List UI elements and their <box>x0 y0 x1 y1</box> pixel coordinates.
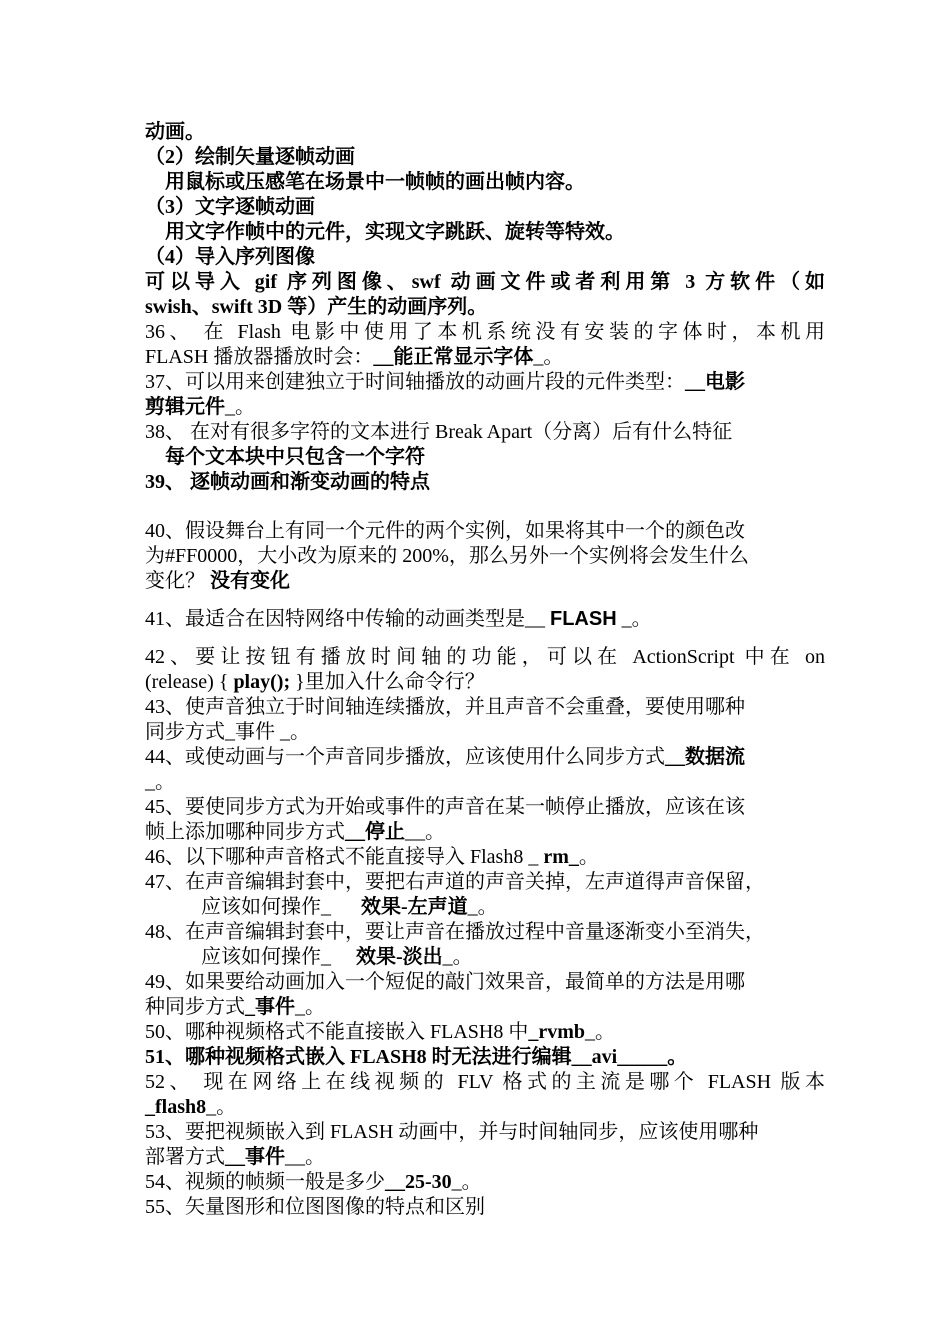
text-line: 为#FF0000，大小改为原来的 200%，那么另外一个实例将会发生什么 <box>145 545 749 567</box>
text-span: 应该如何操作_ <box>201 896 361 918</box>
question-50 <box>145 1020 825 1045</box>
text-span: 应该如何操作_ <box>201 946 356 968</box>
text-span: 50、哪种视频格式不能直接嵌入 FLASH8 中 <box>145 1021 529 1043</box>
question-43: 43、使声音独立于时间轴连续播放，并且声音不会重叠，要使用哪种 <box>145 696 745 718</box>
text-span: _。 <box>295 996 325 1018</box>
text-line: 用文字作帧中的元件，实现文字跳跃、旋转等特效。 <box>165 221 625 243</box>
text-span: 种同步方式 <box>145 996 245 1018</box>
question-48: 48、在声音编辑封套中，要让声音在播放过程中音量逐渐变小至消失， <box>145 921 765 943</box>
question-42-line2 <box>145 670 825 695</box>
text-line: swish、swift 3D 等）产生的动画序列。 <box>145 296 488 318</box>
text-span: _。 <box>616 608 652 630</box>
text-line: 同步方式_事件 _。 <box>145 721 310 743</box>
text-line: _。 <box>145 771 175 793</box>
question-55: 55、矢量图形和位图图像的特点和区别 <box>145 1196 485 1218</box>
text-span: _。 <box>585 1021 616 1043</box>
question-47: 47、在声音编辑封套中，要把右声道的声音关掉，左声道得声音保留， <box>145 871 765 893</box>
question-37 <box>145 370 825 395</box>
question-46 <box>145 845 825 870</box>
answer-text: __数据流 <box>665 746 745 768</box>
question-38-answer: 每个文本块中只包含一个字符 <box>165 446 425 468</box>
text-span: }里加入什么命令行？ <box>290 671 485 693</box>
question-49-line2 <box>145 995 825 1020</box>
question-39: 39、 逐帧动画和渐变动画的特点 <box>145 471 430 493</box>
question-53: 53、要把视频嵌入到 FLASH 动画中，并与时间轴同步，应该使用哪种 <box>145 1121 759 1143</box>
text-span: _。 <box>467 896 498 918</box>
heading-3: （3）文字逐帧动画 <box>145 196 315 218</box>
text-span: 41、最适合在因特网络中传输的动画类型是__ <box>145 608 550 630</box>
question-44 <box>145 745 825 770</box>
question-54 <box>145 1170 825 1195</box>
blank-line <box>145 495 825 519</box>
answer-text: 效果-淡出 <box>356 946 443 968</box>
spacer <box>145 632 825 645</box>
text-span: 37、可以用来创建独立于时间轴播放的动画片段的元件类型： <box>145 371 685 393</box>
text-span: 。 <box>578 846 599 868</box>
text-span: FLASH 播放器播放时会： <box>145 346 374 368</box>
question-36: 36、 在 Flash 电影中使用了本机系统没有安装的字体时，本机用 <box>145 321 825 343</box>
question-37-answer-line <box>145 395 825 420</box>
answer-text: FLASH <box>550 608 617 630</box>
text-span: _。 <box>225 396 255 418</box>
document-page <box>145 120 825 1220</box>
text-line: 可以导入 gif 序列图像、swf 动画文件或者利用第 3 方软件（如 <box>145 271 825 293</box>
heading-2: （2）绘制矢量逐帧动画 <box>145 146 355 168</box>
question-38: 38、 在对有很多字符的文本进行 Break Apart（分离）后有什么特征 <box>145 421 733 443</box>
answer-text: _flash8 <box>145 1096 207 1118</box>
text-span: _。 <box>451 1171 482 1193</box>
question-53-line2 <box>145 1145 825 1170</box>
question-52: 52、 现在网络上在线视频的 FLV 格式的主流是哪个 FLASH 版本 <box>145 1071 825 1093</box>
text-span: (release) { <box>145 671 234 693</box>
question-47-line2 <box>145 895 825 920</box>
question-36-answer-line <box>145 345 825 370</box>
question-40: 40、假设舞台上有同一个元件的两个实例，如果将其中一个的颜色改 <box>145 520 745 542</box>
answer-text: rm_ <box>543 846 579 868</box>
question-42: 42、要让按钮有播放时间轴的功能，可以在 ActionScript 中在 on <box>145 646 825 668</box>
text-line: 动画。 <box>145 121 205 143</box>
text-span: 44、或使动画与一个声音同步播放，应该使用什么同步方式 <box>145 746 665 768</box>
text-line: 用鼠标或压感笔在场景中一帧帧的画出帧内容。 <box>165 171 585 193</box>
answer-text: 剪辑元件 <box>145 396 225 418</box>
question-45-line2 <box>145 820 825 845</box>
text-span: __。 <box>405 821 445 843</box>
text-span: 变化？ <box>145 570 210 592</box>
answer-text: 没有变化 <box>210 570 290 592</box>
text-span: __。 <box>285 1146 325 1168</box>
answer-text: __能正常显示字体 <box>373 346 534 368</box>
question-45: 45、要使同步方式为开始或事件的声音在某一帧停止播放，应该在该 <box>145 796 745 818</box>
spacer <box>145 594 825 607</box>
text-span: _。 <box>442 946 473 968</box>
question-40-answer-line <box>145 569 825 594</box>
question-52-line2 <box>145 1095 825 1120</box>
text-span: 帧上添加哪种同步方式 <box>145 821 345 843</box>
question-48-line2 <box>145 945 825 970</box>
answer-text: __停止 <box>345 821 405 843</box>
answer-text: __电影 <box>685 371 745 393</box>
question-41 <box>145 607 825 632</box>
answer-text: play(); <box>233 671 291 693</box>
text-span: 46、以下哪种声音格式不能直接导入 Flash8 _ <box>145 846 544 868</box>
heading-4: （4）导入序列图像 <box>145 246 315 268</box>
answer-text: __25-30 <box>385 1171 452 1193</box>
answer-text: _rvmb <box>528 1021 586 1043</box>
text-span: 54、视频的帧频一般是多少 <box>145 1171 385 1193</box>
text-span: _。 <box>206 1096 237 1118</box>
text-span: _。 <box>533 346 564 368</box>
text-span: 部署方式 <box>145 1146 225 1168</box>
question-51: 51、哪种视频格式嵌入 FLASH8 时无法进行编辑__avi_____。 <box>145 1046 688 1068</box>
answer-text: __事件 <box>225 1146 285 1168</box>
answer-text: 效果-左声道 <box>361 896 468 918</box>
answer-text: _事件 <box>245 996 295 1018</box>
question-49: 49、如果要给动画加入一个短促的敲门效果音，最简单的方法是用哪 <box>145 971 745 993</box>
